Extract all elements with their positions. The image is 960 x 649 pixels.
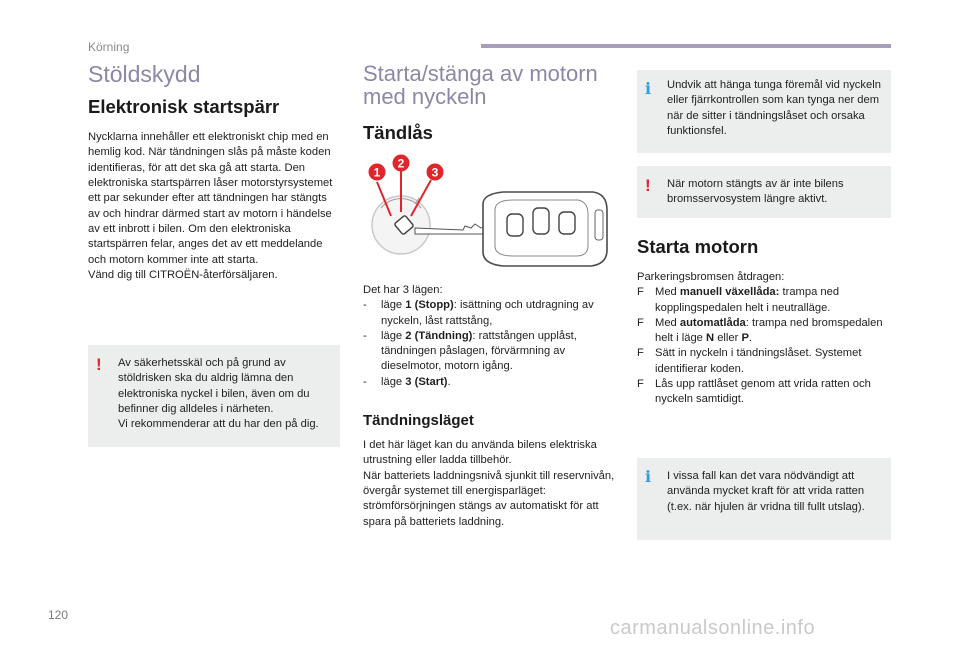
subtitle-tandningslaget: Tändningsläget: [363, 412, 474, 430]
start-step-2: F Med automatlåda: trampa ned bromspedalen helt i läge N eller P.: [637, 316, 883, 345]
warning-text-2: Vi rekommenderar att du har den på dig.: [118, 418, 319, 431]
middle-column-lower: [363, 283, 617, 530]
tandningslaget-paragraph-2: När batteriets laddningsnivå sjunkit till reservnivån, övergår systemet till energisparläget: strömförsörjningen stängs av automatiskt för att spara på batteriets laddning.: [363, 469, 615, 528]
checkbox-bullet-icon: F: [637, 286, 644, 299]
info-box-steering: [637, 458, 891, 540]
checkbox-bullet-icon: F: [637, 378, 644, 391]
mode-item-3: - läge 3 (Start).: [363, 375, 451, 388]
modes-list: [363, 298, 617, 390]
section-title-stoldskydd: Stöldskydd: [88, 61, 201, 87]
info-box-keyring: [637, 70, 891, 153]
section-label: Körning: [88, 40, 130, 54]
checkbox-bullet-icon: F: [637, 347, 644, 360]
left-column: [88, 62, 340, 283]
start-steps-list: [637, 285, 891, 407]
fob-light-button: [533, 208, 549, 234]
mode-item-1: - läge 1 (Stopp): isättning och utdragning av nyckeln, låst rattstång,: [363, 299, 594, 327]
warning-box-key: [88, 345, 340, 447]
page-number: 120: [48, 608, 69, 622]
start-step-4: F Lås upp rattlåset genom att vrida ratten och nyckeln samtidigt.: [637, 378, 871, 406]
fob-unlock-button: [559, 212, 575, 234]
checkbox-bullet-icon: F: [637, 316, 644, 329]
warning-icon: !: [96, 355, 102, 374]
warning-icon: !: [645, 176, 651, 195]
start-step-3: F Sätt in nyckeln i tändningslåset. Systemet identifierar koden.: [637, 347, 862, 375]
dealer-paragraph: Vänd dig till CITROËN-återförsäljaren.: [88, 268, 278, 281]
info-text-steering: I vissa fall kan det vara nödvändigt att använda mycket kraft för att vrida ratten (t.ex. när hjulen är vridna till fullt utslag).: [667, 470, 865, 513]
fob-lock-button: [507, 214, 523, 236]
warning-box-brakes: [637, 166, 891, 218]
position-label-3: 3: [431, 165, 439, 180]
tandningslaget-paragraph-1: I det här läget kan du använda bilens elektriska utrustning eller ladda tillbehör.: [363, 439, 597, 467]
start-step-1: F Med manuell växellåda: trampa ned kopplingspedalen helt i neutralläge.: [637, 286, 840, 314]
startsparr-paragraph: Nycklarna innehåller ett elektroniskt chip med en hemlig kod. När tändningen slås på måste koden identifieras, för att det ska gå att starta. Den elektroniska startspärren låser motorstyrsystemet ett par sekunder efter att tändningen har stängts av och hindrar därmed start av motorn i händelse av ett inbrott i bilen. Om den elektroniska startspärren felar, anges det av ett meddelande och motorn kommer inte att starta.: [88, 131, 333, 266]
position-label-2: 2: [397, 156, 405, 171]
position-label-1: 1: [373, 165, 381, 180]
info-text-keyring: Undvik att hänga tunga föremål vid nyckeln eller fjärrkontrollen som kan tynga ner dem när de sitter i tändningslåset och orsaka funktionsfel.: [667, 79, 881, 137]
modes-intro: Det har 3 lägen:: [363, 284, 443, 296]
ignition-key-illustration: [363, 150, 617, 275]
mode-item-2: - läge 2 (Tändning): rattstången upplåst, tändningen påslagen, förvärmning av dieselmotor, motorn igång.: [363, 329, 577, 373]
subtitle-tandlas: Tändlås: [363, 122, 433, 144]
warning-text: Av säkerhetsskäl och på grund av stöldrisken ska du aldrig lämna den elektroniska nyckel i bilen, även om du befinner dig alldeles i närheten.: [118, 357, 310, 415]
middle-column: [363, 62, 617, 144]
start-intro: Parkeringsbromsen åtdragen:: [637, 271, 785, 283]
subtitle-starta-motorn: Starta motorn: [637, 236, 759, 257]
header-bar: [481, 44, 891, 48]
info-icon: i: [645, 79, 652, 98]
watermark: carmanualsonline.info: [610, 617, 816, 639]
subtitle-startsparr: Elektronisk startspärr: [88, 96, 280, 118]
info-icon: i: [645, 467, 652, 486]
section-title-starta: Starta/stänga av motorn med nyckeln: [363, 61, 598, 110]
warning-text-brakes: När motorn stängts av är inte bilens bromsservosystem längre aktivt.: [667, 178, 844, 206]
right-column: [637, 236, 891, 408]
